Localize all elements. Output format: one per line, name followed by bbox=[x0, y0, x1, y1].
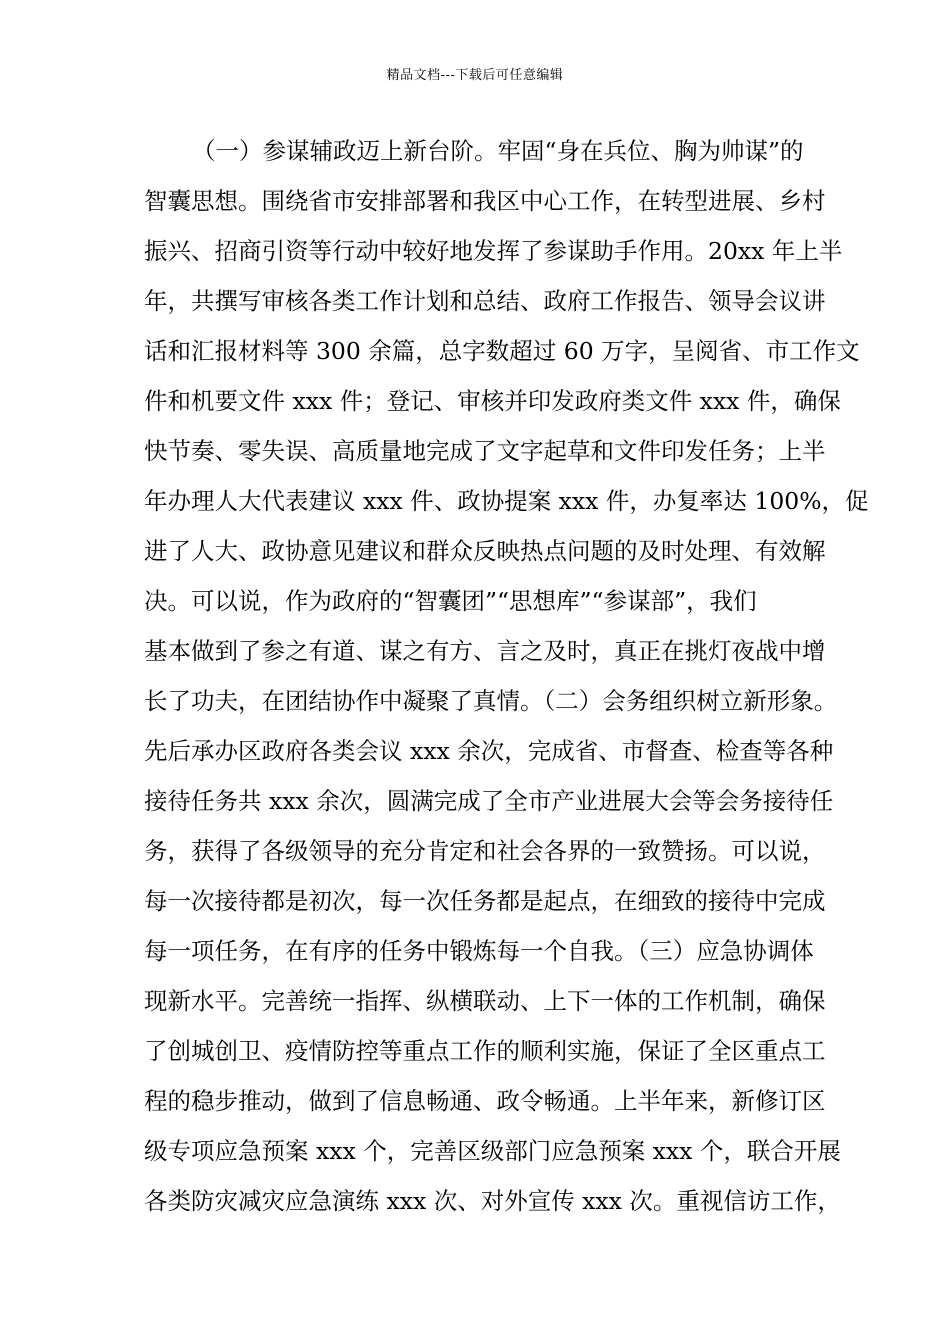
paragraph-line: 年，共撰写审核各类工作计划和总结、政府工作报告、领导会议讲 bbox=[144, 287, 826, 315]
paragraph-line: 决。可以说，作为政府的“智囊团”“思想库”“参谋部”，我们 bbox=[144, 587, 757, 615]
paragraph-line: 每一项任务，在有序的任务中锻炼每一个自我。（三）应急协调体 bbox=[144, 937, 814, 965]
paragraph-line: 长了功夫，在团结协作中凝聚了真情。（二）会务组织树立新形象。 bbox=[144, 687, 838, 715]
paragraph-line: 每一次接待都是初次，每一次任务都是起点，在细致的接待中完成 bbox=[144, 887, 826, 915]
paragraph-line: 件和机要文件 xxx 件；登记、审核并印发政府类文件 xxx 件，确保 bbox=[144, 387, 841, 415]
paragraph-line: 基本做到了参之有道、谋之有方、言之及时，真正在挑灯夜战中增 bbox=[144, 637, 826, 665]
paragraph-line: 级专项应急预案 xxx 个，完善区级部门应急预案 xxx 个，联合开展 bbox=[144, 1137, 841, 1165]
paragraph-line: 程的稳步推动，做到了信息畅通、政令畅通。上半年来，新修订区 bbox=[144, 1087, 826, 1115]
paragraph-line: 话和汇报材料等 300 余篇，总字数超过 60 万字，呈阅省、市工作文 bbox=[144, 337, 860, 365]
paragraph-line: 智囊思想。围绕省市安排部署和我区中心工作，在转型进展、乡村 bbox=[144, 187, 826, 215]
paragraph-line: 现新水平。完善统一指挥、纵横联动、上下一体的工作机制，确保 bbox=[144, 987, 826, 1015]
paragraph-line: 振兴、招商引资等行动中较好地发挥了参谋助手作用。20xx 年上半 bbox=[144, 237, 843, 265]
page-header: 精品文档---下载后可任意编辑 bbox=[386, 68, 564, 83]
paragraph-line: （一）参谋辅政迈上新台阶。牢固“身在兵位、胸为帅谋”的 bbox=[192, 137, 804, 165]
paragraph-line: 先后承办区政府各类会议 xxx 余次，完成省、市督查、检查等各种 bbox=[144, 737, 834, 765]
paragraph-line: 进了人大、政协意见建议和群众反映热点问题的及时处理、有效解 bbox=[144, 537, 826, 565]
paragraph-line: 接待任务共 xxx 余次，圆满完成了全市产业进展大会等会务接待任 bbox=[144, 787, 834, 815]
paragraph-line: 务，获得了各级领导的充分肯定和社会各界的一致赞扬。可以说， bbox=[144, 837, 826, 865]
paragraph-line: 了创城创卫、疫情防控等重点工作的顺利实施，保证了全区重点工 bbox=[144, 1037, 826, 1065]
paragraph-line: 快节奏、零失误、高质量地完成了文字起草和文件印发任务；上半 bbox=[144, 437, 826, 465]
paragraph-line: 年办理人大代表建议 xxx 件、政协提案 xxx 件，办复率达 100%，促 bbox=[144, 487, 869, 515]
paragraph-line: 各类防灾减灾应急演练 xxx 次、对外宣传 xxx 次。重视信访工作， bbox=[144, 1187, 841, 1215]
